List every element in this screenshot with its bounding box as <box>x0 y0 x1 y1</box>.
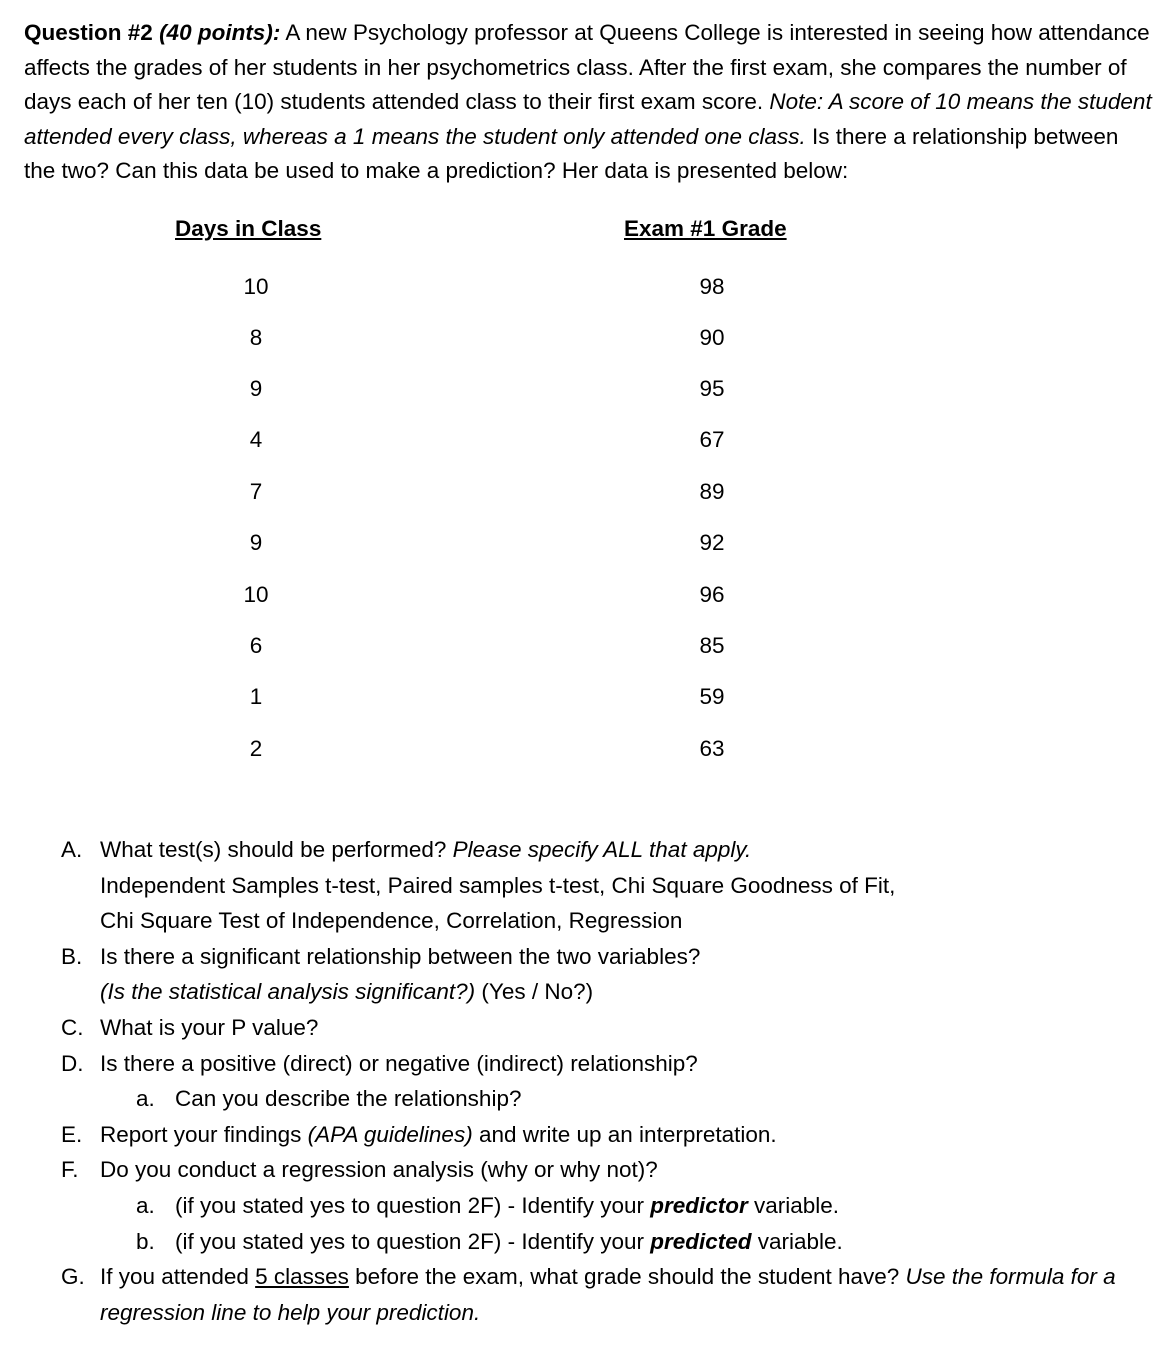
sub-question-letter: b. <box>136 1228 155 1254</box>
question-g-line-2 <box>0 1295 1176 1331</box>
question-letter: A. <box>61 837 83 862</box>
question-c <box>0 1010 1176 1046</box>
days-cell: 9 <box>249 530 263 555</box>
question-letter: G. <box>61 1264 85 1290</box>
question-text-2: before the exam, what grade should the student have? <box>348 1264 906 1290</box>
sub-question-letter: a. <box>136 1192 155 1218</box>
question-text: Do you conduct a regression analysis (why or why not)? <box>100 1157 658 1183</box>
days-cell: 6 <box>249 633 263 658</box>
question-note: Use the formula for a <box>905 1264 1116 1290</box>
days-cell: 8 <box>249 325 263 350</box>
grade-cell: 89 <box>699 479 725 504</box>
days-cell: 10 <box>243 582 269 607</box>
question-text: Independent Samples t-test, Paired samples t-test, Chi Square Goodness of Fit, <box>100 872 896 898</box>
question-a-options-line-2 <box>0 903 1176 939</box>
sub-question-emphasis: predictor <box>650 1192 748 1218</box>
question-b-line-2 <box>0 974 1176 1010</box>
question-note: regression line to help your prediction. <box>100 1299 481 1325</box>
grade-cell: 85 <box>699 633 725 658</box>
question-text: If you attended <box>100 1264 256 1290</box>
question-b <box>0 939 1176 975</box>
question-a-options-line-1 <box>0 868 1176 904</box>
question-g <box>0 1259 1176 1295</box>
sub-question-text: (if you stated yes to question 2F) - Identify your <box>175 1192 651 1218</box>
question-letter: D. <box>61 1050 84 1076</box>
question-e <box>0 1117 1176 1153</box>
sub-question-letter: a. <box>136 1086 155 1112</box>
days-cell: 10 <box>243 274 269 299</box>
grade-cell: 92 <box>699 530 725 555</box>
grade-cell: 59 <box>699 684 725 709</box>
question-text: Chi Square Test of Independence, Correlation, Regression <box>100 908 683 934</box>
sub-question-tail: variable. <box>751 1228 843 1254</box>
intro-text-2: Is there a relationship between the two? Can this data be used to make a prediction? Her data is presented below: <box>24 123 1119 183</box>
days-cell: 2 <box>249 736 263 761</box>
question-letter: E. <box>61 1121 83 1147</box>
question-note: (Is the statistical analysis significant?) <box>100 979 476 1005</box>
question-text: Is there a positive (direct) or negative (indirect) relationship? <box>100 1050 698 1076</box>
question-text: What is your P value? <box>100 1014 319 1040</box>
question-list <box>0 832 1176 1330</box>
grade-cell: 90 <box>699 325 725 350</box>
header-exam-grade: Exam #1 Grade <box>624 216 787 241</box>
question-f-sub-b <box>0 1224 1176 1260</box>
days-cell: 9 <box>249 376 263 401</box>
question-text-tail: and write up an interpretation. <box>472 1121 777 1147</box>
question-label: Question #2 <box>24 20 153 45</box>
question-intro <box>24 16 1154 189</box>
days-cell: 1 <box>249 684 263 709</box>
question-letter: C. <box>61 1014 84 1040</box>
grade-cell: 98 <box>699 274 725 299</box>
grade-cell: 95 <box>699 376 725 401</box>
days-cell: 7 <box>249 479 263 504</box>
grade-cell: 67 <box>699 427 725 452</box>
question-f-sub-a <box>0 1188 1176 1224</box>
question-points: (40 points): <box>159 20 281 45</box>
grade-cell: 63 <box>699 736 725 761</box>
sub-question-text: (if you stated yes to question 2F) - Identify your <box>175 1228 651 1254</box>
question-text: Is there a significant relationship between the two variables? <box>100 943 701 969</box>
question-letter: F. <box>61 1157 79 1183</box>
question-text: What test(s) should be performed? <box>100 837 453 862</box>
question-f <box>0 1152 1176 1188</box>
question-d <box>0 1046 1176 1082</box>
question-d-sub-a <box>0 1081 1176 1117</box>
intro-text-1: A new Psychology professor at Queens College is interested in seeing how attendance affects the grades of her students in her psychometrics class. After the first exam, she compares the number of days each of her ten (10) students attended class to their first exam score. <box>24 20 1150 114</box>
intro-note: Note: A score of 10 means the student attended every class, whereas a 1 means the student only attended one class. <box>24 89 1152 149</box>
question-a <box>0 832 1176 868</box>
question-letter: B. <box>61 943 83 969</box>
sub-question-tail: variable. <box>747 1192 840 1218</box>
question-text: (Yes / No?) <box>475 979 594 1005</box>
question-text: Report your findings <box>100 1121 308 1147</box>
question-underlined: 5 classes <box>255 1264 349 1290</box>
grade-cell: 96 <box>699 582 725 607</box>
question-note: Please specify ALL that apply. <box>452 837 752 862</box>
header-days-in-class: Days in Class <box>175 216 322 241</box>
sub-question-text: Can you describe the relationship? <box>175 1086 522 1112</box>
sub-question-emphasis: predicted <box>650 1228 752 1254</box>
question-note: (APA guidelines) <box>307 1121 473 1147</box>
days-cell: 4 <box>249 427 263 452</box>
